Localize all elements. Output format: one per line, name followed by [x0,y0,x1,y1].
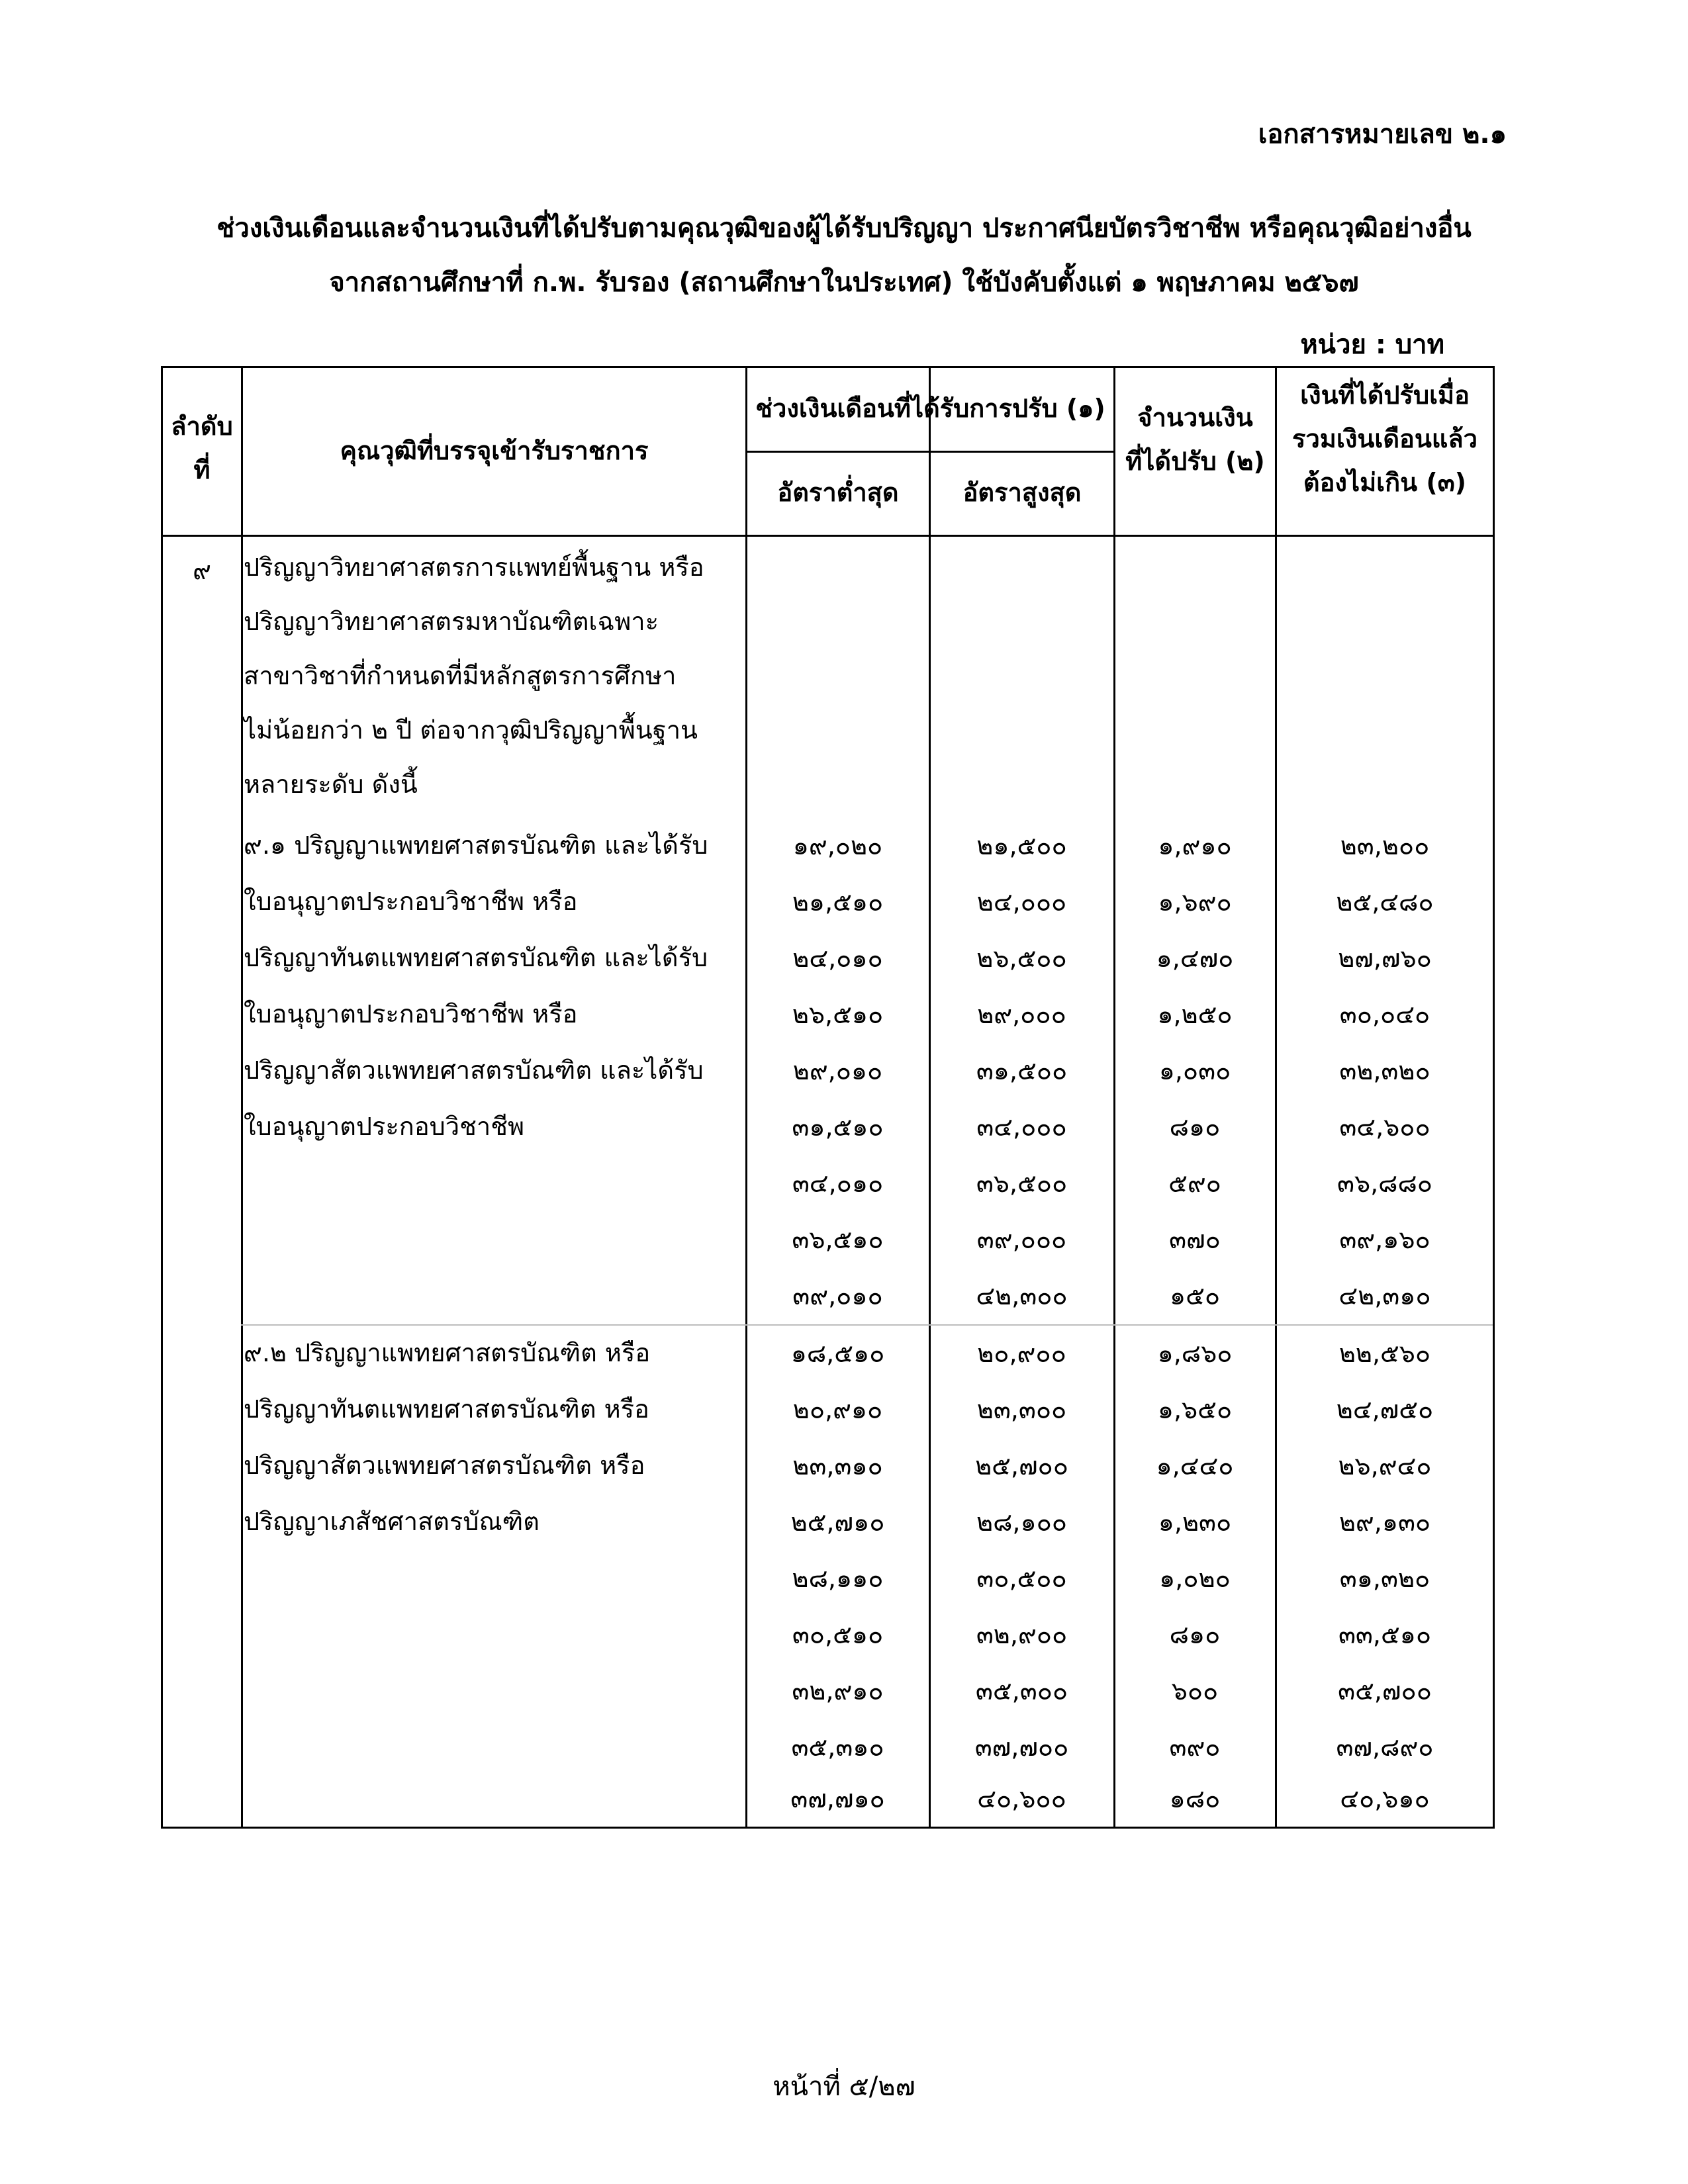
group-1-description-line: ใบอนุญาตประกอบวิชาชีพ [244,1112,525,1141]
max-rate-cell: ๒๔,๐๐๐ [976,887,1067,917]
group-1-row [163,931,1493,987]
group-1-description-line: ใบอนุญาตประกอบวิชาชีพ หรือ [244,887,578,916]
amount-cell: ๑๘๐ [1169,1784,1221,1813]
amount-cell: ๑,๔๔๐ [1156,1451,1234,1480]
min-rate-cell: ๓๒,๙๑๐ [792,1676,884,1706]
cap-cell: ๓๗,๘๙๐ [1336,1733,1434,1762]
max-rate-cell: ๓๕,๓๐๐ [975,1676,1068,1706]
header-qualification: คุณวุฒิที่บรรจุเข้ารับราชการ [340,436,649,465]
max-rate-cell: ๒๕,๗๐๐ [975,1451,1068,1480]
amount-cell: ๓๙๐ [1169,1733,1221,1762]
group-1-row [163,874,1493,931]
cap-cell: ๒๓,๒๐๐ [1340,831,1430,860]
min-rate-cell: ๒๔,๐๑๐ [792,944,883,973]
max-rate-cell: ๒๖,๕๐๐ [976,944,1067,973]
header-cap-line-3: ต้องไม่เกิน (๓) [1303,468,1467,497]
max-rate-cell: ๔๐,๖๐๐ [977,1784,1066,1813]
header-amount-line-1: จำนวนเงิน [1137,403,1253,432]
cap-cell: ๓๐,๐๔๐ [1339,1000,1430,1029]
cap-cell: ๔๒,๓๑๐ [1338,1281,1431,1310]
max-rate-cell: ๒๓,๓๐๐ [976,1395,1067,1424]
max-rate-cell: ๓๖,๕๐๐ [976,1169,1068,1198]
min-rate-cell: ๒๑,๕๑๐ [792,887,884,917]
group-1-row [163,1043,1493,1099]
min-rate-cell: ๓๖,๕๑๐ [792,1225,884,1254]
cap-cell: ๒๒,๕๖๐ [1338,1339,1431,1368]
intro-line: สาขาวิชาที่กำหนดที่มีหลักสูตรการศึกษา [244,661,677,690]
max-rate-cell: ๒๐,๙๐๐ [977,1339,1066,1368]
amount-cell: ๖๐๐ [1171,1676,1219,1706]
header-min-rate: อัตราต่ำสุด [777,478,899,507]
amount-cell: ๑,๙๑๐ [1158,831,1232,860]
document-title-line-1: ช่วงเงินเดือนและจำนวนเงินที่ได้ปรับตามคุณวุฒิของผู้ได้รับปริญญา ประกาศนียบัตรวิชาชีพ หรือคุณวุฒิอย่างอื่น [216,213,1472,244]
header-cap-line-2: รวมเงินเดือนแล้ว [1292,424,1477,453]
group-2-description-line: ๙.๒ ปริญญาแพทยศาสตรบัณฑิต หรือ [244,1338,651,1367]
header-cap [1277,373,1493,504]
group-2-row [163,1663,1493,1719]
group-2-row [163,1438,1493,1494]
cap-cell: ๓๕,๗๐๐ [1338,1676,1432,1706]
header-bottom-border [163,535,1493,537]
min-rate-cell: ๒๙,๐๑๐ [792,1056,883,1085]
item-number: ๙ [193,556,211,585]
max-rate-cell: ๒๑,๕๐๐ [976,831,1067,860]
max-rate-cell: ๒๘,๑๐๐ [976,1508,1067,1537]
min-rate-cell: ๓๙,๐๑๐ [792,1281,883,1310]
max-rate-cell: ๓๔,๐๐๐ [976,1113,1067,1142]
group-1-row [163,987,1493,1043]
intro-line: ไม่น้อยกว่า ๒ ปี ต่อจากวุฒิปริญญาพื้นฐาน [244,715,698,745]
group-2-row [163,1607,1493,1663]
amount-cell: ๑,๒๕๐ [1157,1000,1233,1029]
group-1-row [163,1099,1493,1156]
group-2-row [163,1382,1493,1438]
header-cap-line-1: เงินที่ได้ปรับเมื่อ [1300,381,1470,410]
min-rate-cell: ๒๕,๗๑๐ [790,1508,885,1537]
group-2-description-line: ปริญญาเภสัชศาสตรบัณฑิต [244,1507,539,1536]
min-rate-cell: ๑๙,๐๒๐ [792,831,883,860]
group-2-row [163,1771,1493,1827]
cap-cell: ๓๒,๓๒๐ [1339,1056,1430,1085]
amount-cell: ๑,๐๒๐ [1159,1564,1231,1593]
amount-cell: ๓๗๐ [1169,1225,1221,1254]
intro-line: ปริญญาวิทยาศาสตรมหาบัณฑิตเฉพาะ [244,607,659,636]
max-rate-cell: ๔๒,๓๐๐ [976,1281,1068,1310]
group-2-row [163,1551,1493,1607]
min-rate-cell: ๓๔,๐๑๐ [792,1169,884,1198]
header-no [163,404,241,492]
max-rate-cell: ๓๒,๙๐๐ [976,1620,1068,1649]
document-reference-number: เอกสารหมายเลข ๒.๑ [1258,119,1507,150]
min-rate-cell: ๒๘,๑๑๐ [792,1564,884,1593]
cap-cell: ๒๔,๗๕๐ [1336,1395,1434,1424]
cap-cell: ๒๗,๗๖๐ [1338,944,1432,973]
group-1-description-line: ปริญญาทันตแพทยศาสตรบัณฑิต และได้รับ [244,943,708,972]
min-rate-cell: ๒๓,๓๑๐ [792,1451,883,1480]
max-rate-cell: ๓๑,๕๐๐ [976,1056,1068,1085]
group-1-description-line: ๙.๑ ปริญญาแพทยศาสตรบัณฑิต และได้รับ [244,831,708,860]
group-2-description-line: ปริญญาทันตแพทยศาสตรบัณฑิต หรือ [244,1394,649,1424]
group-2-row [163,1719,1493,1776]
amount-cell: ๕๙๐ [1168,1169,1221,1198]
cap-cell: ๒๖,๙๔๐ [1338,1451,1432,1480]
salary-table [161,366,1495,1829]
max-rate-cell: ๓๙,๐๐๐ [976,1225,1067,1254]
header-amount-line-2: ที่ได้ปรับ (๒) [1125,447,1265,476]
amount-cell: ๑,๖๙๐ [1158,887,1232,917]
cap-cell: ๓๖,๘๘๐ [1336,1169,1432,1198]
group-1-row [163,1268,1493,1324]
cap-cell: ๓๓,๕๑๐ [1338,1620,1432,1649]
cap-cell: ๓๙,๑๖๐ [1339,1225,1430,1254]
document-title-line-2: จากสถานศึกษาที่ ก.พ. รับรอง (สถานศึกษาในประเทศ) ใช้บังคับตั้งแต่ ๑ พฤษภาคม ๒๕๖๗ [329,267,1359,298]
subheader-divider [745,451,1113,453]
cap-cell: ๓๔,๖๐๐ [1339,1113,1430,1142]
max-rate-cell: ๓๗,๗๐๐ [974,1733,1069,1762]
amount-cell: ๑,๐๓๐ [1158,1056,1231,1085]
group-1-row [163,1156,1493,1212]
group-1-description-line: ปริญญาสัตวแพทยศาสตรบัณฑิต และได้รับ [244,1056,704,1085]
group-2-row [163,1326,1493,1382]
amount-cell: ๘๑๐ [1169,1620,1221,1649]
header-salary-range: ช่วงเงินเดือนที่ได้รับการปรับ (๑) [755,394,1105,423]
amount-cell: ๑,๘๖๐ [1157,1339,1233,1368]
cap-cell: ๓๑,๓๒๐ [1339,1564,1430,1593]
min-rate-cell: ๓๐,๕๑๐ [792,1620,884,1649]
max-rate-cell: ๓๐,๕๐๐ [976,1564,1067,1593]
header-no-line-1: ลำดับ [171,412,233,441]
intro-line: ปริญญาวิทยาศาสตรการแพทย์พื้นฐาน หรือ [244,553,704,582]
cap-cell: ๒๕,๔๘๐ [1336,887,1434,917]
group-1-row [163,818,1493,874]
group-1-row [163,1212,1493,1268]
min-rate-cell: ๑๘,๕๑๐ [790,1339,885,1368]
amount-cell: ๘๑๐ [1169,1113,1221,1142]
amount-cell: ๑,๔๗๐ [1156,944,1234,973]
min-rate-cell: ๓๕,๓๑๐ [791,1733,884,1762]
amount-cell: ๑,๖๕๐ [1157,1395,1233,1424]
header-max-rate: อัตราสูงสุด [962,478,1082,507]
max-rate-cell: ๒๙,๐๐๐ [977,1000,1066,1029]
header-amount [1115,396,1275,483]
amount-cell: ๑๕๐ [1169,1281,1221,1310]
group-2-row [163,1494,1493,1551]
min-rate-cell: ๒๖,๕๑๐ [792,1000,884,1029]
header-no-line-2: ที่ [193,455,211,484]
min-rate-cell: ๒๐,๙๑๐ [792,1395,883,1424]
cap-cell: ๒๙,๑๓๐ [1338,1508,1431,1537]
page-number: หน้าที่ ๕/๒๗ [773,2071,915,2102]
min-rate-cell: ๓๗,๗๑๐ [790,1784,885,1813]
unit-label: หน่วย : บาท [1300,330,1444,360]
min-rate-cell: ๓๑,๕๑๐ [792,1113,884,1142]
amount-cell: ๑,๒๓๐ [1158,1508,1232,1537]
cap-cell: ๔๐,๖๑๐ [1340,1784,1430,1813]
group-1-description-line: ใบอนุญาตประกอบวิชาชีพ หรือ [244,999,578,1028]
group-2-description-line: ปริญญาสัตวแพทยศาสตรบัณฑิต หรือ [244,1451,645,1480]
intro-line: หลายระดับ ดังนี้ [244,770,418,799]
